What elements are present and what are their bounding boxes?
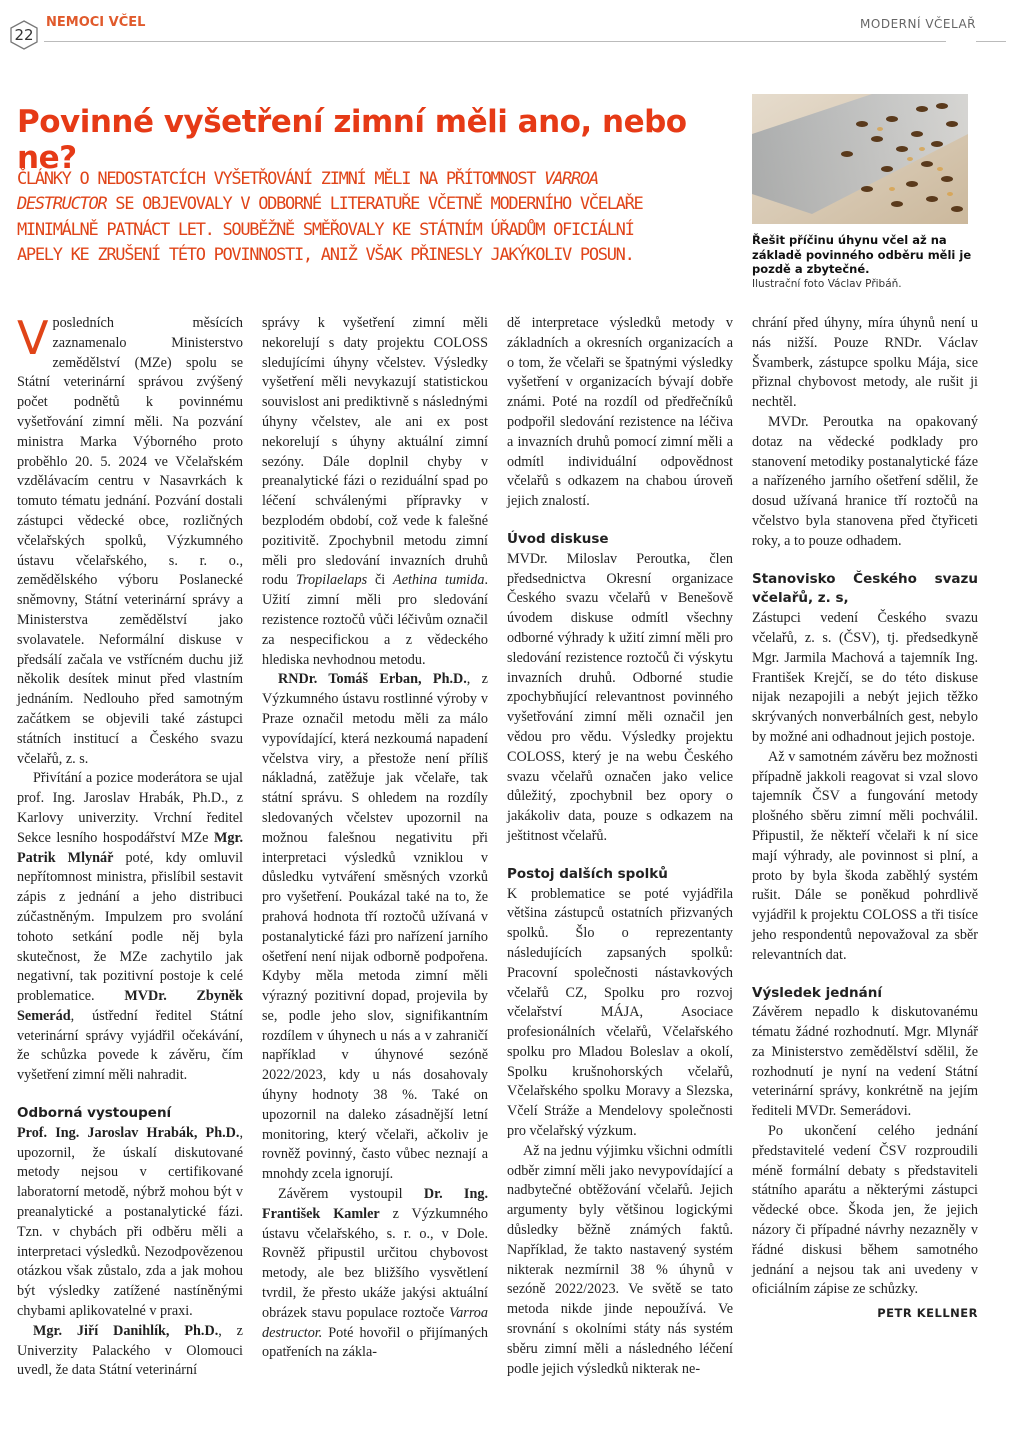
photo-caption	[752, 233, 977, 291]
subheading: Postoj dalších spolků	[507, 865, 668, 882]
lead-text-1: ČLÁNKY O NEDOSTATCÍCH VYŠETŘOVÁNÍ ZIMNÍ MĚLI NA PŘÍTOMNOST	[17, 169, 545, 189]
paragraph: dě interpretace výsledků metody v základních a okresních organizacích a o tom, že včelaři se špatnými výsledky vyšetření v organizacích bývají dobře známi. Poté na rozdíl od předřečníků podpořil sledování rezistence na léčiva a invazních druhů pomocí zimní měli a odmítl individuální odpovědnost včelařů s odkazem na chabou úroveň jejich znalostí.	[507, 315, 733, 510]
text: Poté hovořil o přijímaných opatřeních na zákla-	[262, 1324, 488, 1361]
text: či	[367, 572, 394, 589]
page-header	[10, 14, 1006, 54]
text: , z Výzkumného ústavu rostlinné výroby v Praze označil metodu měli za málo vypovídající, která nezkoumá napadení včelstva viry, a přestože není příliš nákladná, zatěžuje jak včelaře, tak státní správu. S ohledem na rozdíly sledovaných včelstev upozornil na možnou falešnou negativitu při interpretaci výsledků vzniklou v důsledku vytváření směsných vzorků pro vyšetření. Poukázal také na to, že prahová hodnota tří roztočů užívaná v postanalytické fázi pro nařízení jarního ošetření není nijak odborně podpořena. Kdyby měla metoda zimní měli výrazný pozitivní dopad, projevila by se, podle jeho slov, signifikantním rozdílem v úhynech u nás a v zahraničí například v úhynové sezóně 2022/2023, kdy u nás dosahovaly úhyny hodnoty 38 %. Také on upozornil na daleko zásadnější letní monitoring, který včelaři, ačkoliv je rovněž povinný, často vůbec neznají a mnohdy zcela ignorují.	[262, 671, 488, 1183]
lead-italic: VARROA DESTRUCTOR	[17, 169, 598, 215]
species-name: Tropilaelaps	[295, 572, 368, 589]
text: . Užití zimní měli pro sledování rezistence roztočů vůči léčivům označil za nespecifickou a z vědeckého hlediska nevhodnou metodu.	[262, 572, 488, 668]
person-name: Mgr. Jiří Danihlík, Ph.D.	[33, 1322, 219, 1339]
paragraph: Po ukončení celého jednání představitelé vedení ČSV rozproudili méně formální debaty s představiteli státního aparátu a některými zástupci vědecké obce. Škoda jen, že jejich názory či případné návrhy nezazněly v řádné diskusi během samotného jednání a nejsou tak ani uvedeny v oficiálním zápise ze schůzky.	[752, 1123, 978, 1298]
paragraph: MVDr. Peroutka na opakovaný dotaz na vědecké podklady pro stanovení metodiky postanalytické fáze a nařízeného jarního ošetření sdělil, že dosud užívaná hranice tří roztočů na včelstvo byla stanovena před čtyřiceti roky, a to pouze odhadem.	[752, 413, 978, 549]
magazine-name: MODERNÍ VČELAŘ	[860, 17, 976, 31]
person-name: Dr. Ing. František Kamler	[262, 1186, 488, 1222]
paragraph-text: posledních měsících zaznamenalo Ministerstvo zemědělství (MZe) spolu se Státní veterinární správou zvýšený počet podnětů k povinnému vyšetřování zimní měli. Na pozvání ministra Marka Výborného proto proběhlo 20. 5. 2024 ve Včelařském vzdělávacím centru v Nasavrkách k tomuto tématu jednání. Pozvání dostali zástupci vědecké obce, rozličných včelařských spolků, Výzkumného ústavu včelařského, s. r. o., zemědělského výboru Poslanecké sněmovny, Státní veterinární správy a Ministerstva zemědělství jako svolavatele. Neformální diskuse v předsálí začala ve vstřícném duchu již několik desítek minut před vlastním jednáním. Nedlouho před samotným začátkem se objevili také zástupci státních institucí a Českého svazu včelařů, z. s.	[17, 315, 243, 767]
subheading: Výsledek jednání	[752, 984, 882, 1001]
article-title: Povinné vyšetření zimní měli ano, nebo ne?	[17, 104, 687, 176]
header-rule	[44, 41, 946, 42]
paragraph: Zástupci vedení Českého svazu včelařů, z. s. (ČSV), tj. předsedkyně Mgr. Jarmila Machová a tajemník Ing. František Krejčí, se do této diskuse nijak nezapojili a nebýt jejich těžko skrývaných nonverbálních gest, nebylo by možné ani odhadnout jejich postoje.	[752, 610, 978, 745]
author-signature: PETR KELLNER	[877, 1306, 978, 1321]
paragraph	[262, 670, 488, 1185]
section-title: NEMOCI VČEL	[46, 15, 146, 30]
text: poté, kdy omluvil nepřítomnost ministra, přislíbil sestavit zápis z jednání a jeho distribuci zúčastněným. Impulzem pro svolání tohoto setkání podle něj byla skutečnost, že MZe zachytilo jak negativní, tak pozitivní postoje k celé problematice.	[17, 849, 243, 1005]
person-name: MVDr. Zbyněk Semerád	[17, 988, 243, 1024]
subheading: Stanovisko Českého svazu včelařů, z. s,	[752, 570, 978, 607]
paragraph	[17, 1124, 243, 1322]
paragraph: Až v samotném závěru bez možnosti případně jakkoli reagovat si vzal slovo tajemník ČSV a fungování metody plošného sběru zimní měli pochválil. Připustil, že někteří včelaři k ní sice mají výhrady, ale povinnost si plní, a proto by byla škoda zaběhlý systém rušit. Dále se poněkud pohrdlivě vyjádřil k projektu COLOSS a tři tisíce jeho respondentů nepovažoval za sběr relevantních dat.	[752, 748, 978, 963]
column-3	[507, 314, 733, 1379]
subheading: Odborná vystoupení	[17, 1105, 172, 1122]
text: , ústřední ředitel Státní veterinární správy vyjádřil očekávání, že schůzka povede k závěru, čím vyšetření zimní měli nahradit.	[17, 1007, 243, 1084]
person-name: RNDr. Tomáš Erban, Ph.D.	[278, 671, 467, 688]
lead-text-2: SE OBJEVOVALY V ODBORNÉ LITERATUŘE VČETNĚ MODERNÍHO VČELAŘE MINIMÁLNĚ PATNÁCT LET. SOUBĚŽNĚ SMĚŘOVALY KE STÁTNÍM ÚŘADŮM OFICIÁLNÍ APELY KE ZRUŠENÍ TÉTO POVINNOSTI, ANIŽ VŠAK PŘINESLY JAKÝKOLIV POSUN.	[17, 194, 643, 265]
text: , upozornil, že úskalí diskutované metody nejsou v certifikované laboratorní metodě, nýbrž mohou být v preanalytické a postanalytické fázi. Tzn. v chybách při odběru měli a interpretaci výsledků. Nezodpovězenou otázkou však zůstalo, zda a jak mohou být výsledky zatížené nastíněnými chybami aplikovatelné v praxi.	[17, 1124, 243, 1320]
subheading: Úvod diskuse	[507, 530, 609, 547]
text: Závěrem vystoupil	[278, 1186, 424, 1203]
paragraph: Až na jednu výjimku všichni odmítli odběr zimní měli jako nevypovídající a nadbytečné obtěžování včelařů. Jejich argumenty byly většinou logickými důsledky běžně známých faktů. Například, že takto nastavený systém nikterak nezmírnil 38 % úhynů v sezóně 2022/2023. Ve světě se tato metoda nikde jinde nepoužívá. Ve srovnání s okolními státy nás systém sběru zimní měli a následného léčení podle jejich výsledků nikterak ne-	[507, 1142, 733, 1377]
paragraph: Závěrem nepadlo k diskutovanému tématu žádné rozhodnutí. Mgr. Mlynář za Ministerstvo zemědělství sdělil, že rozhodnutí je nyní na vedení Státní veterinární správy, konkrétně na jejím řediteli MVDr. Semerádovi.	[752, 1004, 978, 1120]
column-1	[17, 311, 243, 1381]
text: Přivítání a pozice moderátora se ujal prof. Ing. Jaroslav Hrabák, Ph.D., z Karlovy univerzity. Vrchní ředitel Sekce lesního hospodářství MZe	[17, 770, 243, 846]
drop-cap: V	[17, 311, 49, 365]
species-name: Varroa destructor.	[262, 1304, 488, 1341]
bees-photo	[752, 94, 968, 224]
column-4	[752, 314, 978, 1320]
photo-credit: Ilustrační foto Václav Přibáň.	[752, 277, 902, 290]
text: správy k vyšetření zimní měli nekorelují s daty projektu COLOSS sledujícími úhyny včelstev. Výsledky vyšetření měli nevykazují statistickou souvislost ani prediktivně s následnými úhyny včelstev, ale ani ex post nekorelují s úhyny aktuální zimní sezóny. Dále doplnil chyby v preanalytické fázi o reziduální spad po léčení schválenými přípravky v bezplodém období, což vede k falešné pozitivitě. Zpochybnil metodu zimní měli pro sledování invazních druhů rodu	[262, 315, 488, 589]
person-name: Mgr. Patrik Mlynář	[17, 829, 243, 866]
paragraph: MVDr. Miloslav Peroutka, člen předsednictva Okresní organizace Českého svazu včelařů v Benešově úvodem diskuse odmítl všechny odborné výhrady k užití zimní měli pro sledování rezistence roztočů či výskytu invazních druhů. Odborné studie zpochybňující relevantnost povinného vyšetřování zimní měli označil jen vědou pro vědu. Výsledky projektu COLOSS, který je na webu Českého svazu včelařů označen jako velice důležitý, zpochybnil bez opory o jakákoliv data, pouze s odkazem na ještitnost včelařů.	[507, 550, 733, 844]
page-number	[10, 20, 38, 50]
caption-text: Řešit příčinu úhynu včel až na základě povinného odběru měli je pozdě a zbytečné.	[752, 233, 972, 276]
page-number-text: 22	[14, 26, 34, 44]
header-rule-right	[976, 41, 1006, 42]
paragraph	[17, 769, 243, 1086]
paragraph	[262, 314, 488, 670]
paragraph: chrání před úhyny, míra úhynů není u nás nižší. Pouze RNDr. Václav Švamberk, zástupce spolku Mája, sice přiznal chybovost metody, ale rušit ji nechtěl.	[752, 315, 978, 411]
text: , z Univerzity Palackého v Olomouci uvedl, že data Státní veterinární	[17, 1322, 243, 1379]
column-2	[262, 314, 488, 1363]
paragraph	[262, 1185, 488, 1363]
paragraph	[17, 1322, 243, 1381]
paragraph: K problematice se poté vyjádřila většina zástupců ostatních přizvaných spolků. Šlo o reprezentanty následujících zapsaných spolků: Pracovní společnosti nástavkových včelařů CZ, Spolku pro rozvoj včelařství MÁJA, Asociace profesionálních včelařů, Včelařského spolku pro Mladou Boleslav a okolí, Spolku krušnohorských včelařů, Včelařského spolku Moravy a Slezska, Včelí Stráže a Mendelovy společnosti pro včelařský výzkum.	[507, 885, 733, 1140]
species-name: Aethina tumida	[393, 572, 485, 589]
person-name: Prof. Ing. Jaroslav Hrabák, Ph.D.	[17, 1124, 240, 1141]
paragraph	[17, 311, 243, 769]
text: z Výzkumného ústavu včelařského, s. r. o., v Dole. Rovněž připustil určitou chybovost metody, ale bez bližšího vysvětlení tvrdil, že přesto ukáže jakýsi aktuální obrázek stavu populace roztoče	[262, 1205, 488, 1321]
article-lead	[17, 167, 657, 268]
